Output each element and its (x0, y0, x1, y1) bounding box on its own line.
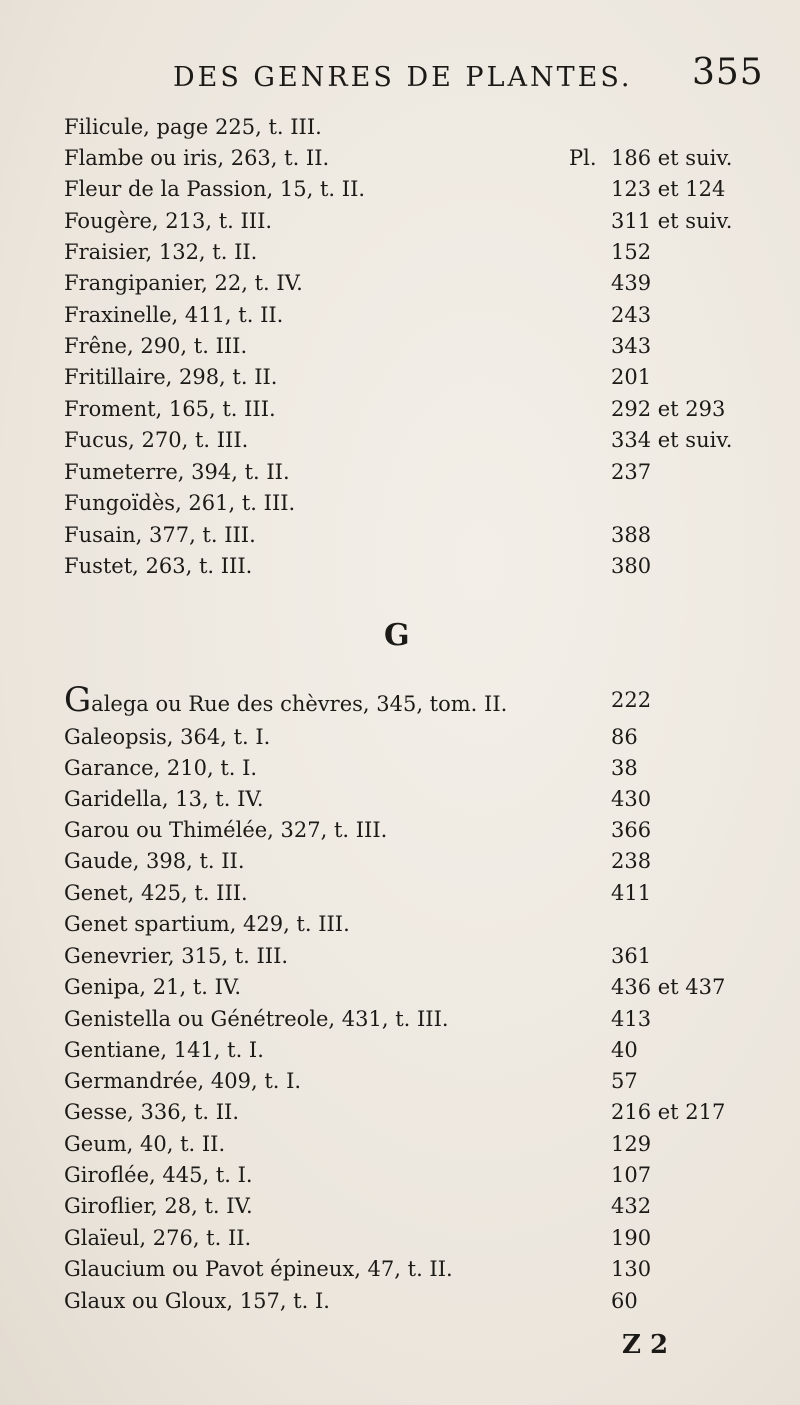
entry-term: Galeopsis, 364, t. I. (64, 725, 271, 749)
entry-term: Fraxinelle, 411, t. II. (64, 303, 284, 327)
entry-reference: 130 (611, 1257, 652, 1281)
index-entry (64, 331, 764, 361)
entry-reference: 123 et 124 (611, 177, 726, 201)
index-entry (64, 268, 764, 298)
entry-reference: 436 et 437 (611, 975, 726, 999)
index-entry (64, 551, 764, 581)
entry-reference: 311 et suiv. (611, 209, 733, 233)
entry-reference: 366 (611, 818, 652, 842)
index-entry (64, 784, 764, 814)
entry-term: Glaucium ou Pavot épineux, 47, t. II. (64, 1257, 453, 1281)
entry-term: Genipa, 21, t. IV. (64, 975, 242, 999)
index-entry (64, 457, 764, 487)
index-entry (64, 753, 764, 783)
entry-term: Garidella, 13, t. IV. (64, 787, 264, 811)
index-entry (64, 425, 764, 455)
index-entry (64, 174, 764, 204)
index-entry (64, 815, 764, 845)
entry-reference: 60 (611, 1289, 638, 1313)
index-entry (64, 1254, 764, 1284)
entry-reference: 388 (611, 523, 652, 547)
entry-reference: 86 (611, 725, 638, 749)
entry-reference: 40 (611, 1038, 638, 1062)
entry-term: Giroflée, 445, t. I. (64, 1163, 253, 1187)
entry-term: Fraisier, 132, t. II. (64, 240, 258, 264)
entry-reference: 152 (611, 240, 652, 264)
index-entry (64, 206, 764, 236)
index-entry (64, 488, 764, 518)
entry-reference: 190 (611, 1226, 652, 1250)
index-entry (64, 909, 764, 939)
entry-reference: 334 et suiv. (611, 428, 733, 452)
index-entry (64, 941, 764, 971)
entry-term: Fusain, 377, t. III. (64, 523, 256, 547)
entry-term: Flambe ou iris, 263, t. II. (64, 146, 330, 170)
entry-term: Fucus, 270, t. III. (64, 428, 249, 452)
entry-term: Genevrier, 315, t. III. (64, 944, 289, 968)
entry-term: Frangipanier, 22, t. IV. (64, 271, 303, 295)
entry-reference: 243 (611, 303, 652, 327)
index-entry (64, 878, 764, 908)
entry-reference: 380 (611, 554, 652, 578)
index-entry (64, 722, 764, 752)
index-entry (64, 362, 764, 392)
index-entry (64, 1097, 764, 1127)
entry-reference: 292 et 293 (611, 397, 726, 421)
entry-term: Genet spartium, 429, t. III. (64, 912, 350, 936)
index-entry (64, 1035, 764, 1065)
index-entry (64, 972, 764, 1002)
index-entry (64, 143, 764, 173)
entry-term: Glaux ou Gloux, 157, t. I. (64, 1289, 330, 1313)
index-entry (64, 1004, 764, 1034)
entry-reference: 343 (611, 334, 652, 358)
page-header (0, 52, 800, 100)
entry-term: Frêne, 290, t. III. (64, 334, 248, 358)
entry-term: Giroflier, 28, t. IV. (64, 1194, 253, 1218)
entry-reference: 186 et suiv. (611, 146, 733, 170)
entry-term: Fustet, 263, t. III. (64, 554, 253, 578)
entry-term: Filicule, page 225, t. III. (64, 115, 322, 139)
entry-term: Galega ou Rue des chèvres, 345, tom. II. (64, 680, 508, 720)
entry-term: Germandrée, 409, t. I. (64, 1069, 302, 1093)
entry-term: Garou ou Thimélée, 327, t. III. (64, 818, 388, 842)
entry-term: Genet, 425, t. III. (64, 881, 248, 905)
entry-term: Fleur de la Passion, 15, t. II. (64, 177, 366, 201)
index-entry (64, 1160, 764, 1190)
index-entry (64, 1129, 764, 1159)
entry-reference: 361 (611, 944, 652, 968)
entry-term: Genistella ou Génétreole, 431, t. III. (64, 1007, 449, 1031)
entry-plate: Pl. (569, 146, 597, 170)
index-entry (64, 1286, 764, 1316)
entry-term: Glaïeul, 276, t. II. (64, 1226, 252, 1250)
entry-reference: 237 (611, 460, 652, 484)
entry-reference: 413 (611, 1007, 652, 1031)
section-letter-heading: G (384, 618, 410, 653)
entry-term: Garance, 210, t. I. (64, 756, 258, 780)
index-entry (64, 680, 764, 720)
index-entry (64, 1223, 764, 1253)
entry-reference: 216 et 217 (611, 1100, 726, 1124)
entry-reference: 432 (611, 1194, 652, 1218)
entry-reference: 129 (611, 1132, 652, 1156)
index-entry (64, 112, 764, 142)
entry-term: Geum, 40, t. II. (64, 1132, 226, 1156)
index-entry (64, 846, 764, 876)
index-entry (64, 1066, 764, 1096)
entry-reference: 57 (611, 1069, 638, 1093)
index-entry (64, 520, 764, 550)
entry-reference: 238 (611, 849, 652, 873)
entry-term: Froment, 165, t. III. (64, 397, 276, 421)
entry-reference: 439 (611, 271, 652, 295)
entry-term: Fungoïdès, 261, t. III. (64, 491, 296, 515)
index-entry (64, 237, 764, 267)
entry-reference: 38 (611, 756, 638, 780)
entry-term: Fritillaire, 298, t. II. (64, 365, 278, 389)
entry-term: Gentiane, 141, t. I. (64, 1038, 264, 1062)
entry-term: Fougère, 213, t. III. (64, 209, 273, 233)
entry-reference: 201 (611, 365, 652, 389)
entry-reference: 107 (611, 1163, 652, 1187)
entry-term: Fumeterre, 394, t. II. (64, 460, 290, 484)
running-title: DES GENRES DE PLANTES. (173, 62, 633, 93)
index-entry (64, 394, 764, 424)
page-number: 355 (692, 52, 764, 93)
entry-reference: 430 (611, 787, 652, 811)
entry-term: Gesse, 336, t. II. (64, 1100, 240, 1124)
index-entry (64, 300, 764, 330)
entry-reference: 411 (611, 881, 652, 905)
index-entry (64, 1191, 764, 1221)
entry-reference: 222 (611, 688, 652, 712)
entry-term: Gaude, 398, t. II. (64, 849, 245, 873)
printer-signature-mark: Z 2 (622, 1330, 669, 1360)
